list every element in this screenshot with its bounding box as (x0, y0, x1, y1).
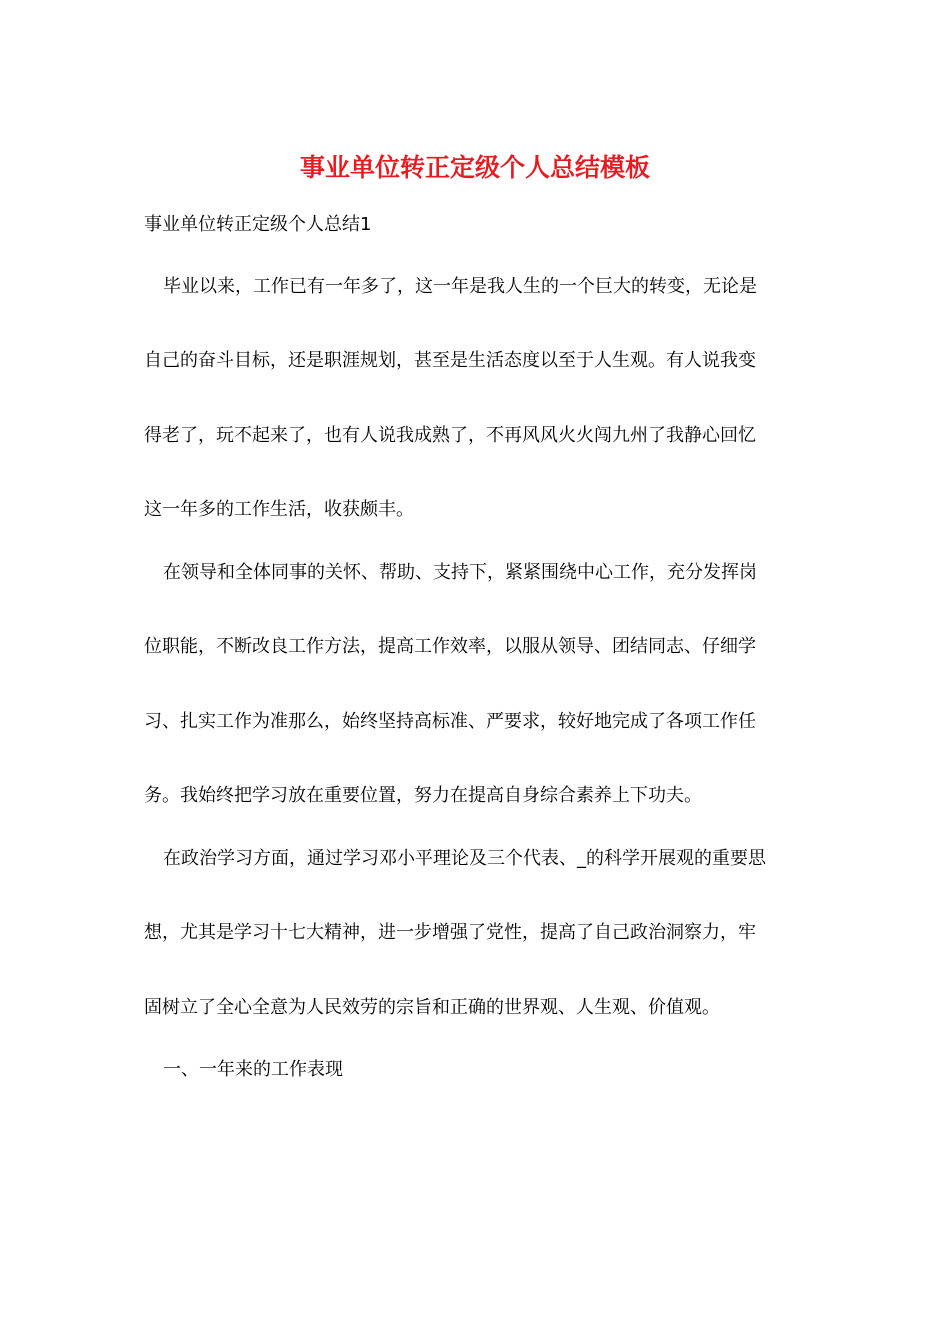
paragraph-line: 习、扎实工作为准那么，始终坚持高标准、严要求，较好地完成了各项工作任 (144, 711, 756, 732)
paragraph-line: 这一年多的工作生活，收获颇丰。 (144, 499, 414, 520)
section-heading: 一、一年来的工作表现 (163, 1059, 343, 1080)
paragraph-line: 在政治学习方面，通过学习邓小平理论及三个代表、_的科学开展观的重要思 (163, 848, 766, 869)
paragraph-line: 想，尤其是学习十七大精神，进一步增强了党性，提高了自己政治洞察力，牢 (144, 922, 756, 943)
paragraph-line: 毕业以来，工作已有一年多了，这一年是我人生的一个巨大的转变，无论是 (163, 276, 757, 297)
paragraph-line: 务。我始终把学习放在重要位置，努力在提高自身综合素养上下功夫。 (144, 785, 702, 806)
paragraph-line: 得老了，玩不起来了，也有人说我成熟了，不再风风火火闯九州了我静心回忆 (144, 425, 756, 446)
paragraph-line: 固树立了全心全意为人民效劳的宗旨和正确的世界观、人生观、价值观。 (144, 997, 720, 1018)
paragraph-line: 自己的奋斗目标，还是职涯规划，甚至是生活态度以至于人生观。有人说我变 (144, 350, 756, 371)
paragraph-line: 在领导和全体同事的关怀、帮助、支持下，紧紧围绕中心工作，充分发挥岗 (163, 562, 757, 583)
paragraph-line: 位职能，不断改良工作方法，提高工作效率，以服从领导、团结同志、仔细学 (144, 636, 756, 657)
document-subtitle: 事业单位转正定级个人总结1 (144, 214, 372, 235)
document-title: 事业单位转正定级个人总结模板 (299, 153, 650, 182)
